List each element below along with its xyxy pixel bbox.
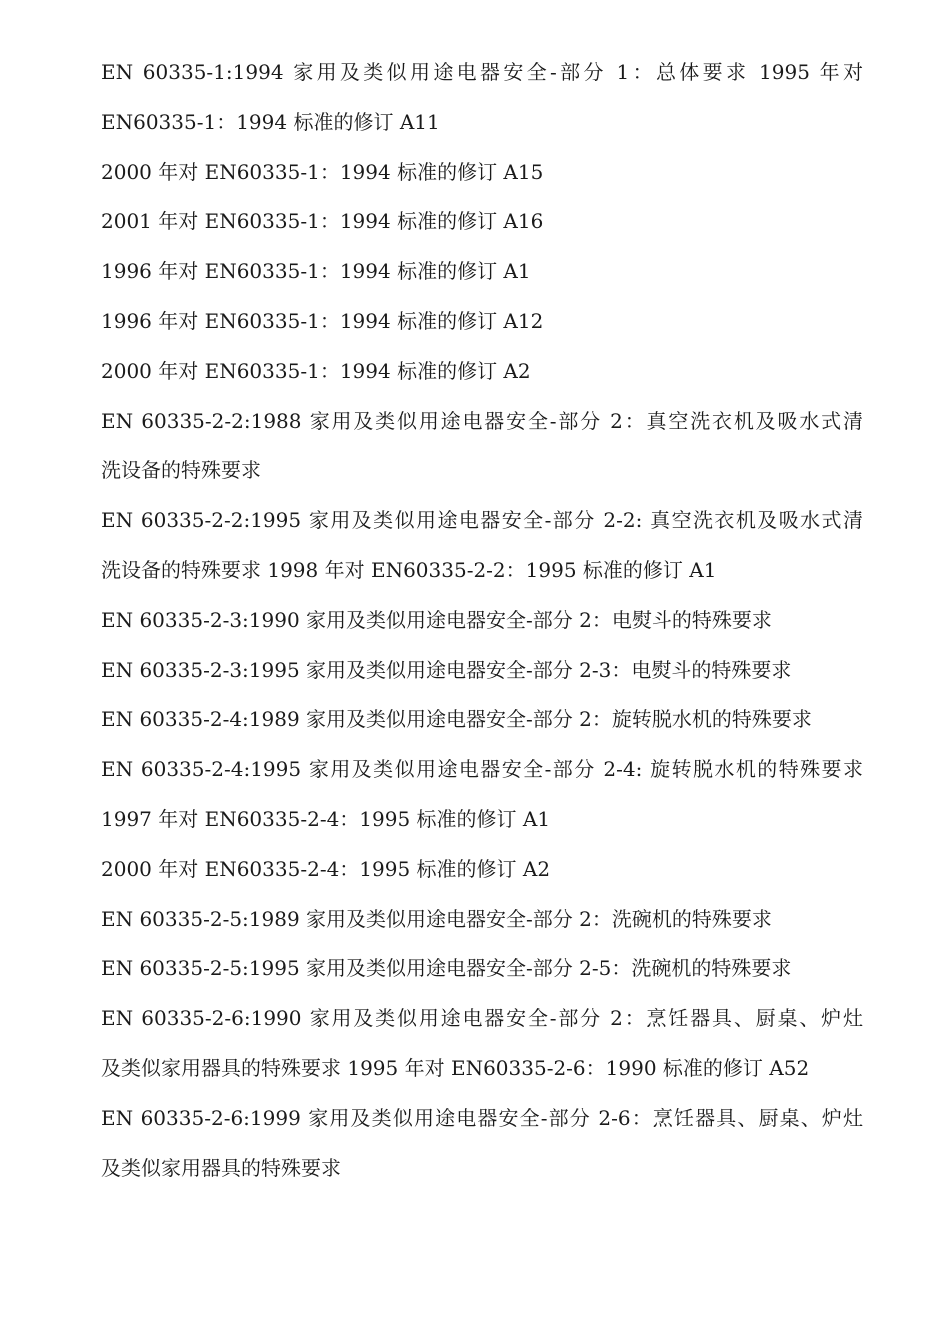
text-line: 洗设备的特殊要求 [101,458,261,483]
text-line: 2000 年对 EN60335-2-4：1995 标准的修订 A2 [101,856,551,881]
text-line: 1997 年对 EN60335-2-4：1995 标准的修订 A1 [101,806,551,831]
text-line: EN 60335-2-6:1999 家用及类似用途电器安全-部分 2-6：烹饪器具、厨桌、炉灶 [101,1105,863,1130]
text-line: 2000 年对 EN60335-1：1994 标准的修订 A15 [101,159,544,184]
text-line: 及类似家用器具的特殊要求 [101,1155,341,1180]
text-line: EN 60335-2-6:1990 家用及类似用途电器安全-部分 2：烹饪器具、厨桌、炉灶 [101,1006,863,1031]
text-line: EN 60335-2-2:1995 家用及类似用途电器安全-部分 2-2: 真空洗衣机及吸水式清 [101,508,863,533]
text-line: 1996 年对 EN60335-1：1994 标准的修订 A1 [101,259,531,284]
text-line: 1996 年对 EN60335-1：1994 标准的修订 A12 [101,308,544,333]
text-line: EN 60335-2-2:1988 家用及类似用途电器安全-部分 2：真空洗衣机及吸水式清 [101,408,863,433]
document-page [101,52,863,1197]
text-line: 及类似家用器具的特殊要求 1995 年对 EN60335-2-6：1990 标准的修订 A52 [101,1055,810,1080]
text-line: EN 60335-2-4:1995 家用及类似用途电器安全-部分 2-4: 旋转脱水机的特殊要求 [101,757,863,782]
text-line: 洗设备的特殊要求 1998 年对 EN60335-2-2：1995 标准的修订 A1 [101,557,717,582]
text-line: 2001 年对 EN60335-1：1994 标准的修订 A16 [101,209,544,234]
text-line: EN 60335-2-5:1995 家用及类似用途电器安全-部分 2-5：洗碗机的特殊要求 [101,956,792,981]
text-line: 2000 年对 EN60335-1：1994 标准的修订 A2 [101,358,531,383]
text-line: EN 60335-2-3:1990 家用及类似用途电器安全-部分 2：电熨斗的特殊要求 [101,607,772,632]
text-line: EN 60335-2-3:1995 家用及类似用途电器安全-部分 2-3：电熨斗的特殊要求 [101,657,792,682]
text-line: EN 60335-1:1994 家用及类似用途电器安全-部分 1：总体要求 1995 年对 [101,60,863,84]
text-line: EN 60335-2-4:1989 家用及类似用途电器安全-部分 2：旋转脱水机的特殊要求 [101,707,812,732]
text-line: EN60335-1：1994 标准的修订 A11 [101,109,440,134]
text-line: EN 60335-2-5:1989 家用及类似用途电器安全-部分 2：洗碗机的特殊要求 [101,906,772,931]
